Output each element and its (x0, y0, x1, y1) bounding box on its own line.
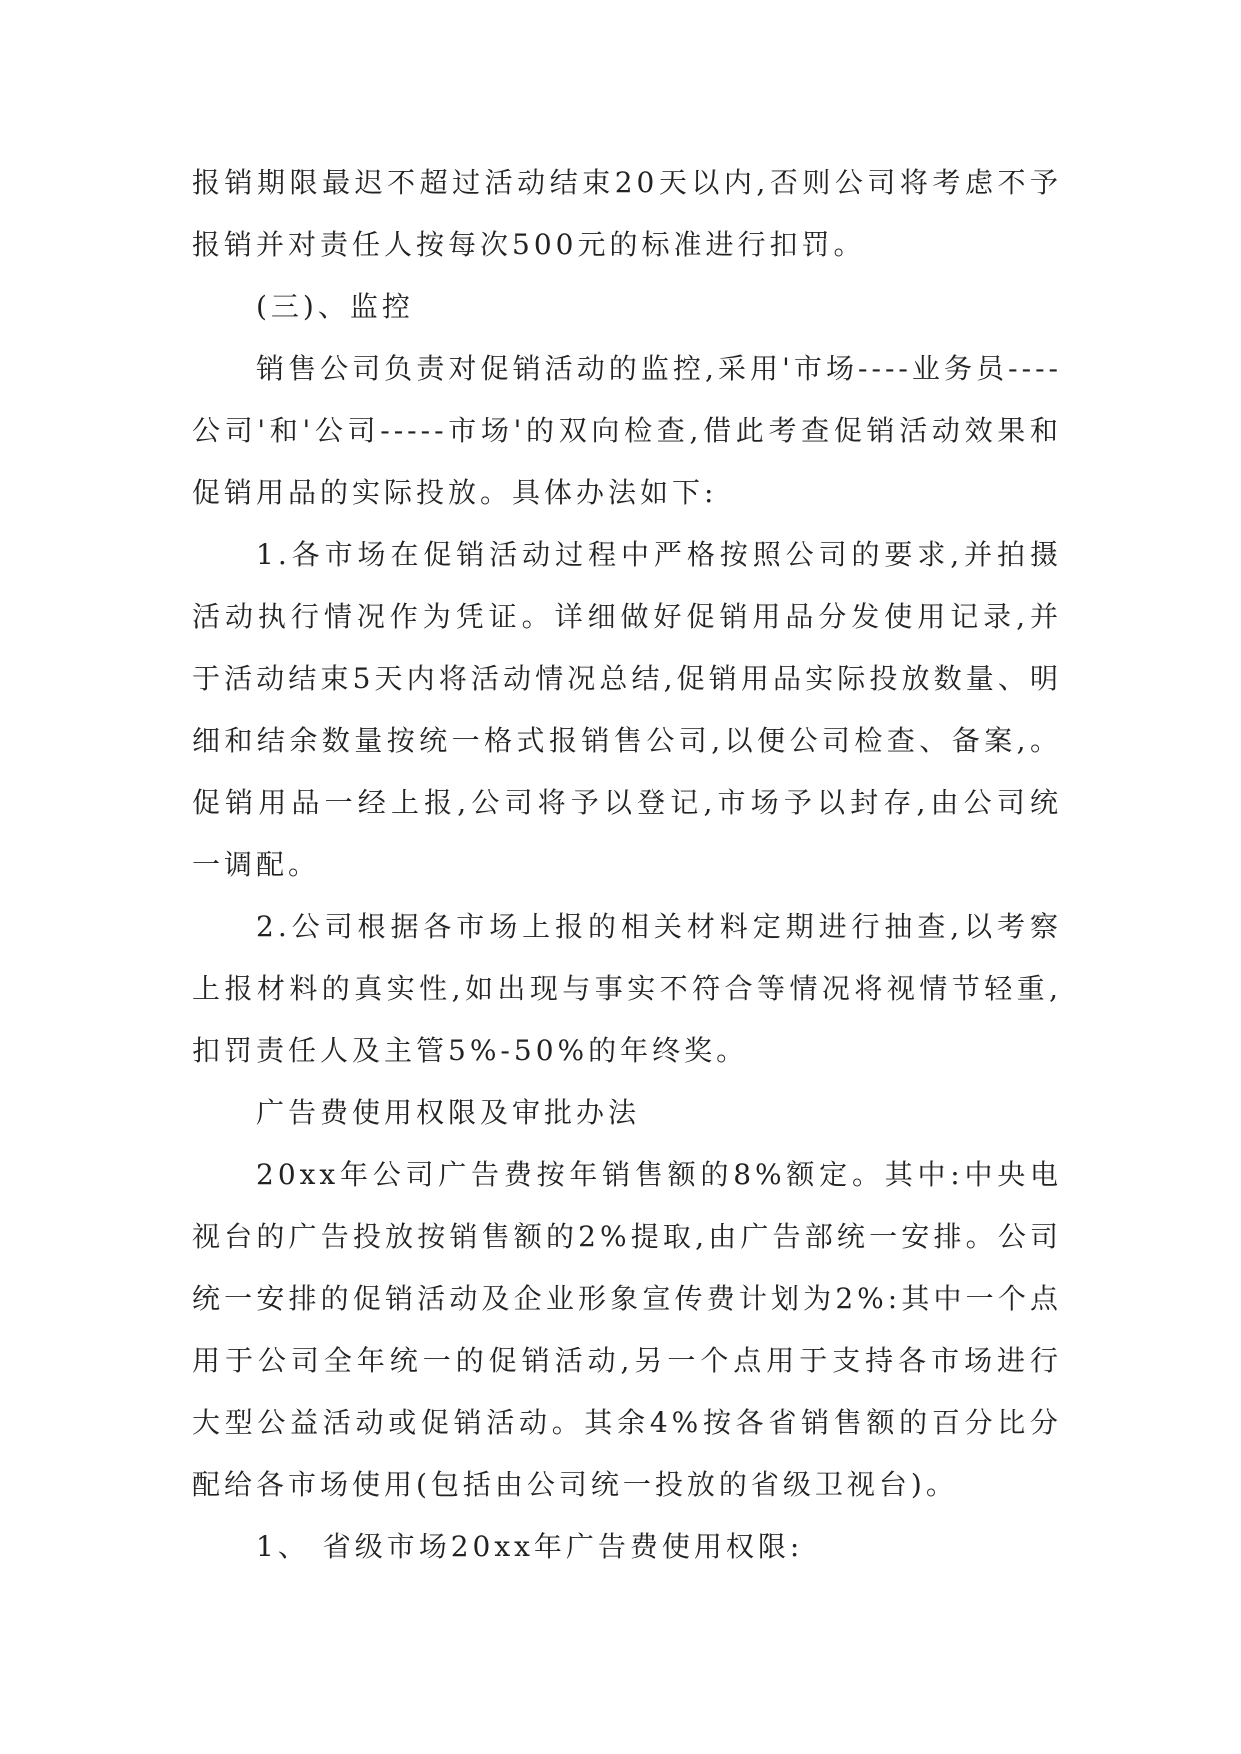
section-heading-monitoring: (三)、监控 (256, 290, 414, 323)
paragraph-ad-budget-allocation: 20xx年公司广告费按年销售额的8%额定。其中:中央电视台的广告投放按销售额的2%提取,由广告部统一安排。公司统一安排的促销活动及企业形象宣传费计划为2%:其中一个点用于公司全年统一的促销活动,另一个点用于支持各市场进行大型公益活动或促销活动。其余4%按各省销售额的百分比分配给各市场使用(包括由公司统一投放的省级卫视台)。 (192, 1158, 1062, 1501)
paragraph-monitoring-overview: 销售公司负责对促销活动的监控,采用'市场----业务员----公司'和'公司-----市场'的双向检查,借此考查促销活动效果和促销用品的实际投放。具体办法如下: (192, 352, 1062, 509)
section-heading-ad-budget: 广告费使用权限及审批办法 (256, 1096, 641, 1129)
paragraph-item-2: 2.公司根据各市场上报的相关材料定期进行抽查,以考察上报材料的真实性,如出现与事实不符合等情况将视情节轻重,扣罚责任人及主管5%-50%的年终奖。 (192, 910, 1062, 1067)
paragraph-reimbursement-deadline: 报销期限最迟不超过活动结束20天以内,否则公司将考虑不予报销并对责任人按每次500元的标准进行扣罚。 (192, 166, 1062, 261)
paragraph-item-1: 1.各市场在促销活动过程中严格按照公司的要求,并拍摄活动执行情况作为凭证。详细做好促销用品分发使用记录,并于活动结束5天内将活动情况总结,促销用品实际投放数量、明细和结余数量按统一格式报销售公司,以便公司检查、备案,。促销用品一经上报,公司将予以登记,市场予以封存,由公司统一调配。 (192, 538, 1062, 881)
paragraph-provincial-permissions: 1、 省级市场20xx年广告费使用权限: (256, 1530, 804, 1563)
document-body (192, 152, 1062, 1578)
